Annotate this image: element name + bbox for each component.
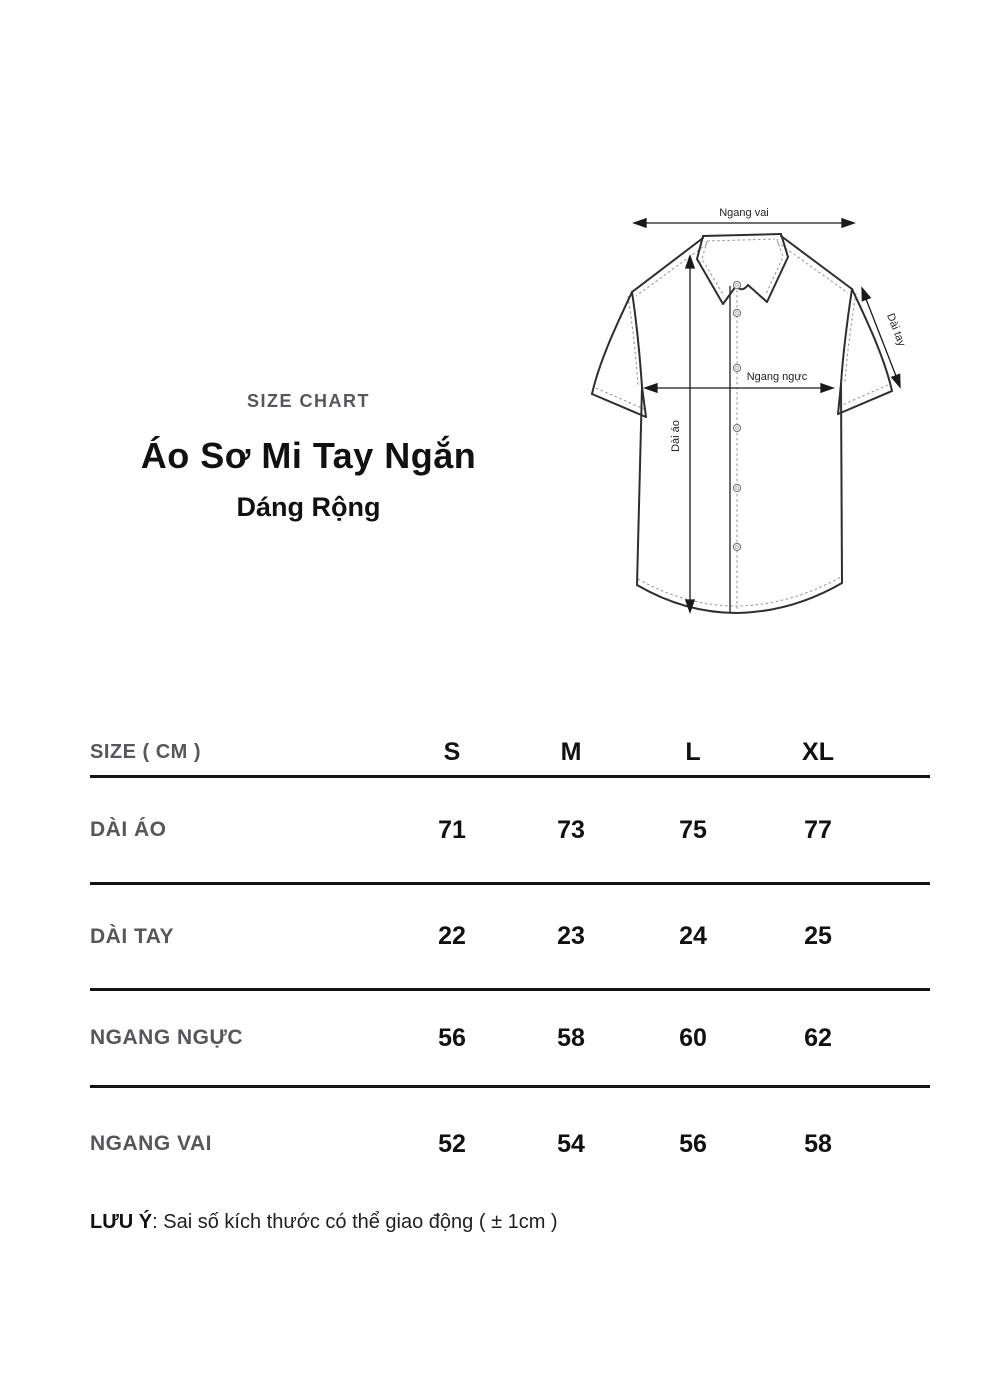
cell-value: 23 xyxy=(557,922,585,950)
cell-value: 58 xyxy=(557,1023,585,1052)
label-shoulder-width: Ngang vai xyxy=(719,207,769,219)
page-title: Áo Sơ Mi Tay Ngắn xyxy=(140,435,477,476)
label-sleeve-length: Dài tay xyxy=(884,311,908,349)
shirt-stitching xyxy=(596,239,888,610)
cell-value: 62 xyxy=(804,1023,832,1052)
cell-value: 25 xyxy=(804,922,832,950)
table-header-l: L xyxy=(685,738,701,766)
cell-value: 56 xyxy=(679,1129,707,1158)
row-label: NGANG VAI xyxy=(90,1132,212,1155)
cell-value: 52 xyxy=(438,1129,466,1158)
cell-value: 71 xyxy=(438,815,466,844)
cell-value: 56 xyxy=(438,1023,466,1052)
row-label: DÀI TAY xyxy=(90,924,175,948)
shirt-diagram-svg xyxy=(570,190,1000,630)
row-label: NGANG NGỰC xyxy=(90,1026,244,1049)
cell-value: 54 xyxy=(557,1129,585,1158)
cell-value: 22 xyxy=(438,922,466,950)
table-row-ngang-vai xyxy=(90,1088,930,1200)
eyebrow-size-chart: SIZE CHART xyxy=(247,391,370,411)
cell-value: 73 xyxy=(557,815,585,844)
measurement-arrows xyxy=(634,219,904,612)
page-subtitle: Dáng Rộng xyxy=(236,492,381,522)
table-row-dai-tay xyxy=(90,885,930,991)
label-chest-width: Ngang ngực xyxy=(746,371,808,383)
table-header-xl: XL xyxy=(802,738,834,766)
tolerance-note xyxy=(90,1208,558,1236)
table-header-row xyxy=(90,730,930,778)
cell-value: 58 xyxy=(804,1129,832,1158)
shirt-outline xyxy=(592,234,892,613)
cell-value: 77 xyxy=(804,815,832,844)
shirt-diagram xyxy=(570,190,1000,630)
table-header-s: S xyxy=(443,738,461,766)
table-row-ngang-nguc xyxy=(90,991,930,1088)
note-text: : Sai số kích thước có thể giao động ( ± 1cm ) xyxy=(152,1211,558,1233)
table-header-m: M xyxy=(560,738,582,766)
note-prefix: LƯU Ý xyxy=(90,1211,153,1233)
measurement-labels xyxy=(670,207,908,452)
cell-value: 60 xyxy=(679,1023,707,1052)
size-table xyxy=(90,730,930,1200)
cell-value: 24 xyxy=(679,922,707,950)
label-body-length: Dài áo xyxy=(670,420,682,452)
title-block xyxy=(95,392,522,523)
cell-value: 75 xyxy=(679,815,707,844)
table-header-size-cm: SIZE ( CM ) xyxy=(90,741,202,763)
row-label: DÀI ÁO xyxy=(90,818,167,841)
table-row-dai-ao xyxy=(90,778,930,885)
